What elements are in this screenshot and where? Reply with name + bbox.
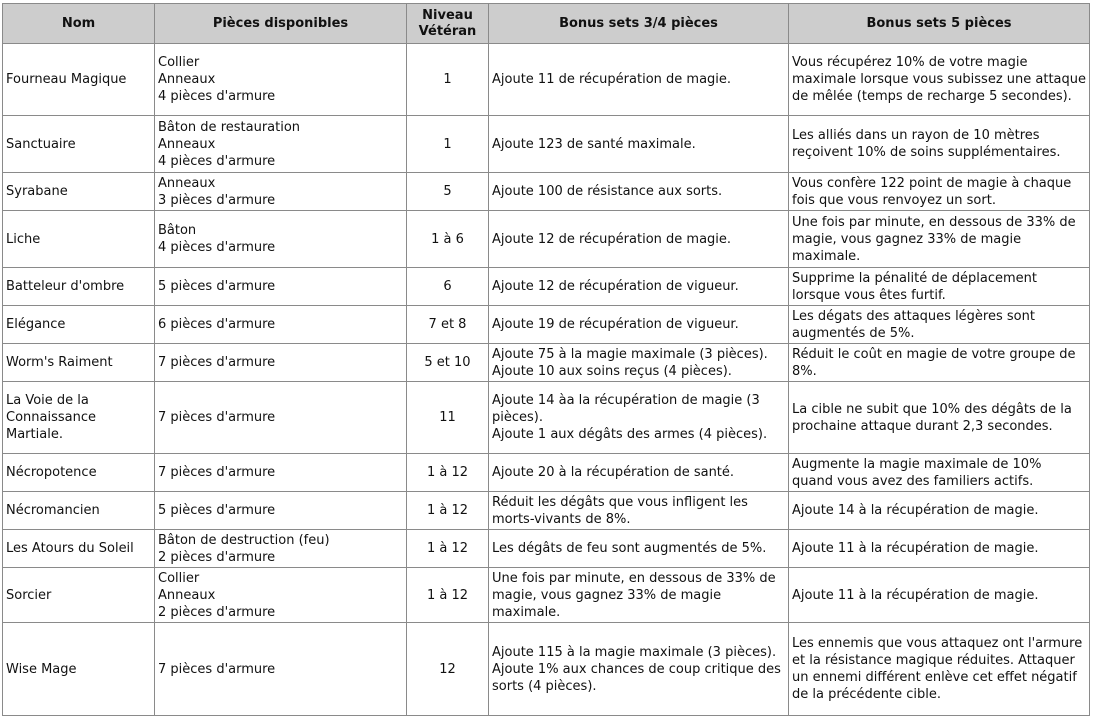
table-row — [3, 382, 1090, 454]
veteran-level: 1 à 12 — [407, 454, 489, 492]
set-name: Sorcier — [3, 568, 155, 623]
set-name: Liche — [3, 211, 155, 268]
bonus-line: Ajoute 123 de santé maximale. — [492, 136, 696, 152]
bonus-3-4-pieces — [489, 454, 789, 492]
bonus-3-4-pieces — [489, 44, 789, 116]
veteran-level: 1 à 12 — [407, 530, 489, 568]
veteran-level: 1 — [407, 44, 489, 116]
set-name: Worm's Raiment — [3, 344, 155, 382]
veteran-level: 1 à 6 — [407, 211, 489, 268]
piece-item: Bâton de destruction (feu) — [158, 532, 330, 548]
bonus-5-pieces: Vous confère 122 point de magie à chaque fois que vous renvoyez un sort. — [789, 173, 1090, 211]
bonus-5-pieces: Les dégats des attaques légères sont augmentés de 5%. — [789, 306, 1090, 344]
bonus-3-4-pieces — [489, 116, 789, 173]
bonus-3-4-pieces — [489, 268, 789, 306]
available-pieces — [155, 623, 407, 716]
bonus-3-4-pieces — [489, 623, 789, 716]
piece-item: 6 pièces d'armure — [158, 317, 276, 332]
piece-item: 4 pièces d'armure — [158, 89, 276, 104]
veteran-level: 7 et 8 — [407, 306, 489, 344]
table-row — [3, 454, 1090, 492]
bonus-line: Ajoute 1 aux dégâts des armes (4 pièces). — [492, 427, 768, 442]
bonus-3-4-pieces — [489, 382, 789, 454]
piece-item: Anneaux — [158, 72, 216, 87]
table-row — [3, 623, 1090, 716]
veteran-level: 1 à 12 — [407, 492, 489, 530]
piece-item: Anneaux — [158, 175, 216, 191]
piece-item: Anneaux — [158, 136, 216, 152]
piece-item: Anneaux — [158, 587, 216, 603]
table-row — [3, 568, 1090, 623]
bonus-5-pieces: Ajoute 14 à la récupération de magie. — [789, 492, 1090, 530]
bonus-line: Ajoute 20 à la récupération de santé. — [492, 465, 735, 480]
set-name: Syrabane — [3, 173, 155, 211]
sets-table — [2, 3, 1090, 716]
bonus-5-pieces: Ajoute 11 à la récupération de magie. — [789, 530, 1090, 568]
available-pieces — [155, 454, 407, 492]
veteran-level: 1 à 12 — [407, 568, 489, 623]
table-row — [3, 530, 1090, 568]
table-row — [3, 268, 1090, 306]
veteran-level: 6 — [407, 268, 489, 306]
set-name: Batteleur d'ombre — [3, 268, 155, 306]
bonus-5-pieces: Vous récupérez 10% de votre magie maximale lorsque vous subissez une attaque de mêlée (temps de recharge 5 secondes). — [789, 44, 1090, 116]
piece-item: 7 pièces d'armure — [158, 355, 276, 370]
available-pieces — [155, 344, 407, 382]
bonus-5-pieces: Supprime la pénalité de déplacement lorsque vous êtes furtif. — [789, 268, 1090, 306]
table-row — [3, 306, 1090, 344]
veteran-level: 5 et 10 — [407, 344, 489, 382]
set-name: Elégance — [3, 306, 155, 344]
bonus-5-pieces: Une fois par minute, en dessous de 33% de magie, vous gagnez 33% de magie maximale. — [789, 211, 1090, 268]
set-name: Nécropotence — [3, 454, 155, 492]
available-pieces — [155, 382, 407, 454]
veteran-level: 11 — [407, 382, 489, 454]
veteran-level: 5 — [407, 173, 489, 211]
available-pieces — [155, 44, 407, 116]
piece-item: 5 pièces d'armure — [158, 279, 276, 294]
header-level-line1: Niveau — [422, 7, 473, 23]
piece-item: 7 pièces d'armure — [158, 410, 276, 425]
bonus-line: Ajoute 11 de récupération de magie. — [492, 72, 732, 87]
bonus-line: Ajoute 14 àa la récupération de magie (3 pièces). — [492, 393, 760, 425]
piece-item: 2 pièces d'armure — [158, 549, 276, 565]
available-pieces — [155, 530, 407, 568]
piece-item: 7 pièces d'armure — [158, 465, 276, 480]
bonus-3-4-pieces — [489, 492, 789, 530]
header-level-line2: Vétéran — [418, 23, 477, 39]
available-pieces — [155, 492, 407, 530]
set-name: Fourneau Magique — [3, 44, 155, 116]
header-name: Nom — [3, 4, 155, 44]
piece-item: Collier — [158, 570, 200, 586]
table-row — [3, 116, 1090, 173]
set-name: Les Atours du Soleil — [3, 530, 155, 568]
bonus-3-4-pieces — [489, 211, 789, 268]
bonus-5-pieces: Les alliés dans un rayon de 10 mètres reçoivent 10% de soins supplémentaires. — [789, 116, 1090, 173]
bonus-line: Ajoute 10 aux soins reçus (4 pièces). — [492, 363, 732, 379]
bonus-3-4-pieces — [489, 568, 789, 623]
veteran-level: 1 — [407, 116, 489, 173]
piece-item: 4 pièces d'armure — [158, 153, 276, 169]
set-name: Sanctuaire — [3, 116, 155, 173]
piece-item: 5 pièces d'armure — [158, 503, 276, 518]
table-row — [3, 344, 1090, 382]
piece-item: 3 pièces d'armure — [158, 192, 276, 208]
bonus-3-4-pieces — [489, 530, 789, 568]
bonus-3-4-pieces — [489, 306, 789, 344]
bonus-line: Ajoute 19 de récupération de vigueur. — [492, 317, 739, 332]
bonus-line: Ajoute 12 de récupération de vigueur. — [492, 279, 739, 294]
header-bonus5: Bonus sets 5 pièces — [789, 4, 1090, 44]
header-row — [3, 4, 1090, 44]
available-pieces — [155, 211, 407, 268]
piece-item: 2 pièces d'armure — [158, 604, 276, 620]
bonus-line: Une fois par minute, en dessous de 33% de magie, vous gagnez 33% de magie maximale. — [492, 570, 776, 620]
header-bonus34: Bonus sets 3/4 pièces — [489, 4, 789, 44]
bonus-3-4-pieces — [489, 344, 789, 382]
set-name: La Voie de la Connaissance Martiale. — [3, 382, 155, 454]
available-pieces — [155, 568, 407, 623]
set-name: Nécromancien — [3, 492, 155, 530]
table-row — [3, 44, 1090, 116]
piece-item: Collier — [158, 55, 200, 70]
bonus-3-4-pieces — [489, 173, 789, 211]
header-pieces: Pièces disponibles — [155, 4, 407, 44]
bonus-line: Ajoute 1% aux chances de coup critique des sorts (4 pièces). — [492, 661, 781, 694]
available-pieces — [155, 116, 407, 173]
piece-item: 7 pièces d'armure — [158, 661, 276, 677]
veteran-level: 12 — [407, 623, 489, 716]
bonus-line: Ajoute 12 de récupération de magie. — [492, 231, 732, 247]
set-name: Wise Mage — [3, 623, 155, 716]
bonus-5-pieces: La cible ne subit que 10% des dégâts de la prochaine attaque durant 2,3 secondes. — [789, 382, 1090, 454]
bonus-line: Les dégâts de feu sont augmentés de 5%. — [492, 541, 767, 556]
piece-item: 4 pièces d'armure — [158, 240, 276, 255]
bonus-5-pieces: Les ennemis que vous attaquez ont l'armure et la résistance magique réduites. Attaquer un ennemi différent enlève cet effet négatif de la précédente cible. — [789, 623, 1090, 716]
piece-item: Bâton de restauration — [158, 119, 301, 135]
bonus-line: Ajoute 115 à la magie maximale (3 pièces). — [492, 644, 777, 660]
table-row — [3, 211, 1090, 268]
bonus-5-pieces: Réduit le coût en magie de votre groupe de 8%. — [789, 344, 1090, 382]
header-level — [407, 4, 489, 44]
available-pieces — [155, 173, 407, 211]
table-row — [3, 492, 1090, 530]
bonus-5-pieces: Ajoute 11 à la récupération de magie. — [789, 568, 1090, 623]
table-row — [3, 173, 1090, 211]
bonus-line: Ajoute 75 à la magie maximale (3 pièces). — [492, 346, 768, 362]
bonus-line: Réduit les dégâts que vous infligent les morts-vivants de 8%. — [492, 494, 748, 527]
available-pieces — [155, 268, 407, 306]
available-pieces — [155, 306, 407, 344]
bonus-line: Ajoute 100 de résistance aux sorts. — [492, 184, 723, 199]
bonus-5-pieces: Augmente la magie maximale de 10% quand vous avez des familiers actifs. — [789, 454, 1090, 492]
piece-item: Bâton — [158, 223, 197, 238]
